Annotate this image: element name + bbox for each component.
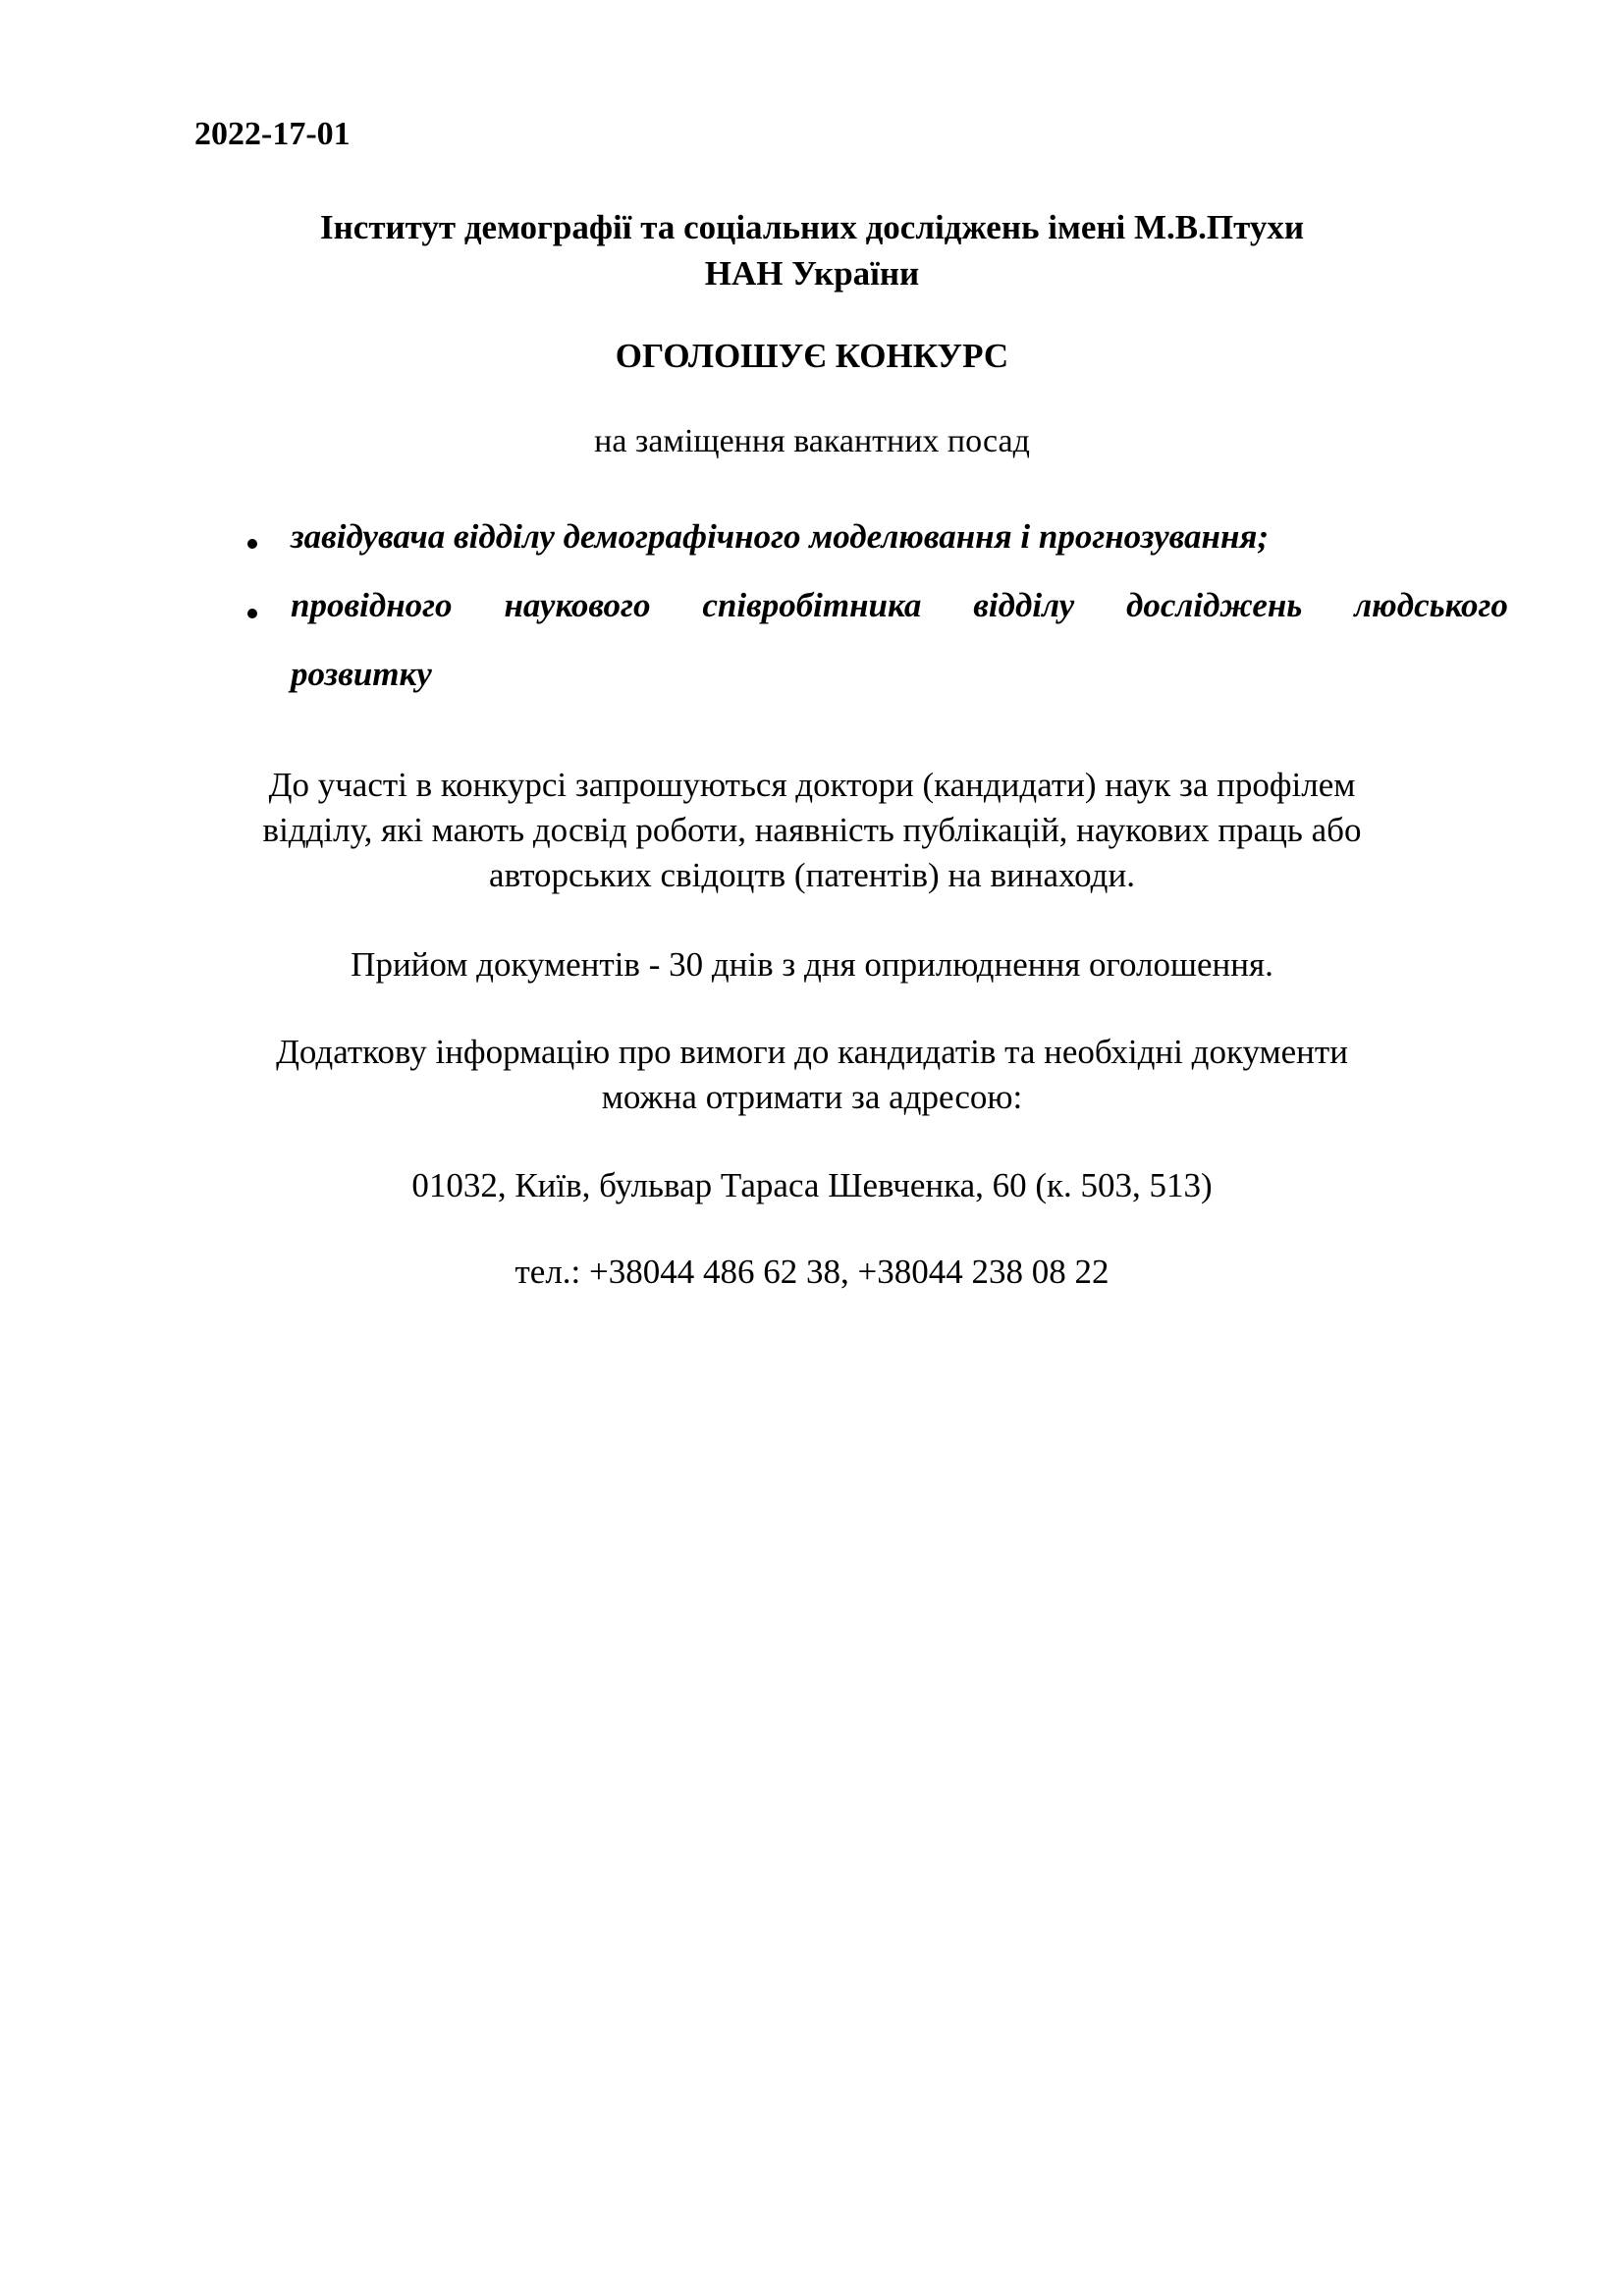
position-word: співробітника [702, 586, 922, 624]
position-item [291, 586, 1508, 625]
more-info-text: можна отримати за адресою: [601, 1078, 1023, 1116]
position-word: досліджень [1126, 586, 1303, 624]
phone-text: тел.: +38044 486 62 38, +38044 238 08 22 [514, 1253, 1110, 1291]
bullet-icon [247, 609, 257, 618]
invitation-text: До участі в конкурсі запрошуються доктори (кандидати) наук за профілем [268, 766, 1356, 804]
deadline-text: Прийом документів - 30 днів з дня оприлюднення оголошення. [351, 945, 1273, 984]
position-word: наукового [504, 586, 651, 624]
announcement-subtitle: на заміщення вакантних посад [594, 423, 1030, 459]
position-word: провідного [291, 586, 453, 624]
bullet-icon [247, 539, 257, 549]
institution-name: Інститут демографії та соціальних досліджень імені М.В.Птухи [320, 208, 1304, 246]
position-word: людського [1354, 586, 1508, 624]
invitation-text: авторських свідоцтв (патентів) на винаходи. [489, 856, 1135, 894]
document-id: 2022-17-01 [194, 116, 351, 152]
announcement-heading: ОГОЛОШУЄ КОНКУРС [615, 337, 1009, 375]
position-word: відділу [973, 586, 1075, 624]
invitation-text: відділу, які мають досвід роботи, наявність публікацій, наукових праць або [262, 811, 1362, 849]
address-text: 01032, Київ, бульвар Тараса Шевченка, 60 (к. 503, 513) [411, 1166, 1213, 1204]
position-item-continuation: розвитку [291, 655, 432, 693]
position-item: завідувача відділу демографічного моделювання і прогнозування; [291, 517, 1270, 556]
more-info-text: Додаткову інформацію про вимоги до кандидатів та необхідні документи [276, 1033, 1348, 1071]
institution-affiliation: НАН України [704, 254, 920, 293]
